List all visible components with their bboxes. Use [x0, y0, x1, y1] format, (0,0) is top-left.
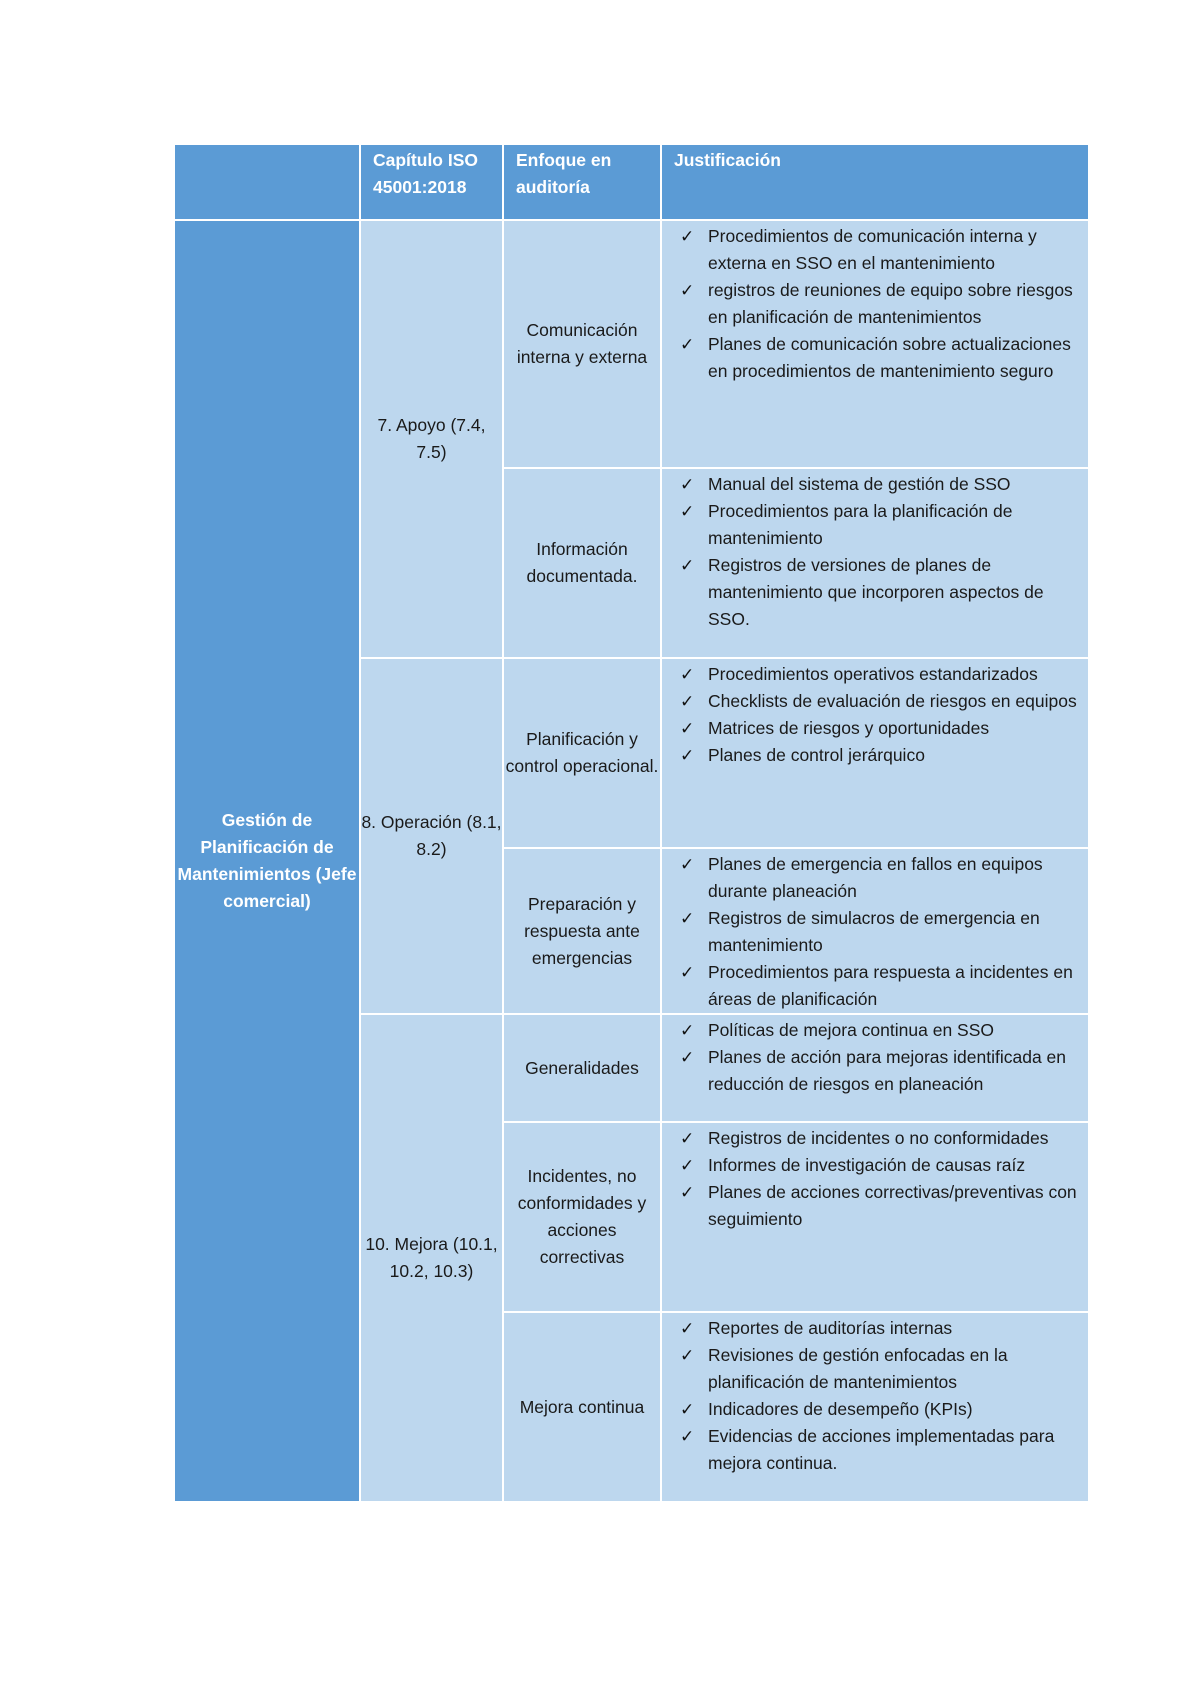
list-item: ✓ Reportes de auditorías internas — [708, 1315, 1080, 1342]
checkmark-icon: ✓ — [680, 502, 695, 521]
chapter-cell: 8. Operación (8.1, 8.2) — [360, 658, 503, 1014]
list-item: ✓ Planes de comunicación sobre actualizaciones en procedimientos de mantenimiento seguro — [708, 331, 1080, 385]
checkmark-icon: ✓ — [680, 335, 695, 354]
list-item: ✓ Registros de incidentes o no conformidades — [708, 1125, 1080, 1152]
list-item: ✓ Manual del sistema de gestión de SSO — [708, 471, 1080, 498]
header-justification: Justificación — [661, 144, 1089, 220]
list-item: ✓ Registros de versiones de planes de mantenimiento que incorporen aspectos de SSO. — [708, 552, 1080, 633]
list-item: ✓ Procedimientos para respuesta a incidentes en áreas de planificación — [708, 959, 1080, 1013]
checklist — [680, 851, 1080, 1013]
checkmark-icon: ✓ — [680, 1346, 695, 1365]
list-item: ✓ Procedimientos para la planificación de mantenimiento — [708, 498, 1080, 552]
checkmark-icon: ✓ — [680, 281, 695, 300]
list-item: ✓ Revisiones de gestión enfocadas en la planificación de mantenimientos — [708, 1342, 1080, 1396]
checkmark-icon: ✓ — [680, 1129, 695, 1148]
table-row — [174, 220, 1089, 468]
justification-cell — [661, 658, 1089, 848]
audit-table — [173, 143, 1090, 1503]
list-item: ✓ Registros de simulacros de emergencia en mantenimiento — [708, 905, 1080, 959]
focus-cell: Generalidades — [503, 1014, 661, 1122]
checklist — [680, 1125, 1080, 1233]
checkmark-icon: ✓ — [680, 692, 695, 711]
justification-cell — [661, 1122, 1089, 1312]
checkmark-icon: ✓ — [680, 746, 695, 765]
checklist — [680, 471, 1080, 633]
list-item: ✓ Checklists de evaluación de riesgos en equipos — [708, 688, 1080, 715]
checklist — [680, 1017, 1080, 1098]
checkmark-icon: ✓ — [680, 556, 695, 575]
list-item: ✓ Planes de acción para mejoras identificada en reducción de riesgos en planeación — [708, 1044, 1080, 1098]
list-item: ✓ Planes de control jerárquico — [708, 742, 1080, 769]
list-item: ✓ Procedimientos de comunicación interna y externa en SSO en el mantenimiento — [708, 223, 1080, 277]
list-item: ✓ Evidencias de acciones implementadas para mejora continua. — [708, 1423, 1080, 1477]
checklist — [680, 223, 1080, 385]
checklist — [680, 1315, 1080, 1477]
focus-cell: Comunicación interna y externa — [503, 220, 661, 468]
checkmark-icon: ✓ — [680, 1021, 695, 1040]
header-blank-cell — [174, 144, 360, 220]
checkmark-icon: ✓ — [680, 719, 695, 738]
focus-cell: Preparación y respuesta ante emergencias — [503, 848, 661, 1014]
list-item: ✓ Indicadores de desempeño (KPIs) — [708, 1396, 1080, 1423]
focus-cell: Mejora continua — [503, 1312, 661, 1502]
header-focus: Enfoque en auditoría — [503, 144, 661, 220]
checkmark-icon: ✓ — [680, 963, 695, 982]
checkmark-icon: ✓ — [680, 1156, 695, 1175]
list-item: ✓ Planes de acciones correctivas/preventivas con seguimiento — [708, 1179, 1080, 1233]
chapter-cell: 10. Mejora (10.1, 10.2, 10.3) — [360, 1014, 503, 1502]
list-item: ✓ Matrices de riesgos y oportunidades — [708, 715, 1080, 742]
checkmark-icon: ✓ — [680, 1319, 695, 1338]
header-row — [174, 144, 1089, 220]
checkmark-icon: ✓ — [680, 475, 695, 494]
justification-cell — [661, 1312, 1089, 1502]
justification-cell — [661, 468, 1089, 658]
header-chapter: Capítulo ISO 45001:2018 — [360, 144, 503, 220]
chapter-cell: 7. Apoyo (7.4, 7.5) — [360, 220, 503, 658]
checkmark-icon: ✓ — [680, 1183, 695, 1202]
area-cell: Gestión de Planificación de Mantenimientos (Jefe comercial) — [174, 220, 360, 1502]
list-item: ✓ Planes de emergencia en fallos en equipos durante planeación — [708, 851, 1080, 905]
focus-cell: Información documentada. — [503, 468, 661, 658]
focus-cell: Incidentes, no conformidades y acciones correctivas — [503, 1122, 661, 1312]
list-item: ✓ Procedimientos operativos estandarizados — [708, 661, 1080, 688]
checkmark-icon: ✓ — [680, 1427, 695, 1446]
checkmark-icon: ✓ — [680, 1400, 695, 1419]
checkmark-icon: ✓ — [680, 909, 695, 928]
checkmark-icon: ✓ — [680, 855, 695, 874]
justification-cell — [661, 848, 1089, 1014]
list-item: ✓ Políticas de mejora continua en SSO — [708, 1017, 1080, 1044]
checklist — [680, 661, 1080, 769]
list-item: ✓ Informes de investigación de causas raíz — [708, 1152, 1080, 1179]
focus-cell: Planificación y control operacional. — [503, 658, 661, 848]
checkmark-icon: ✓ — [680, 227, 695, 246]
checkmark-icon: ✓ — [680, 1048, 695, 1067]
checkmark-icon: ✓ — [680, 665, 695, 684]
list-item: ✓ registros de reuniones de equipo sobre riesgos en planificación de mantenimientos — [708, 277, 1080, 331]
justification-cell — [661, 220, 1089, 468]
justification-cell — [661, 1014, 1089, 1122]
